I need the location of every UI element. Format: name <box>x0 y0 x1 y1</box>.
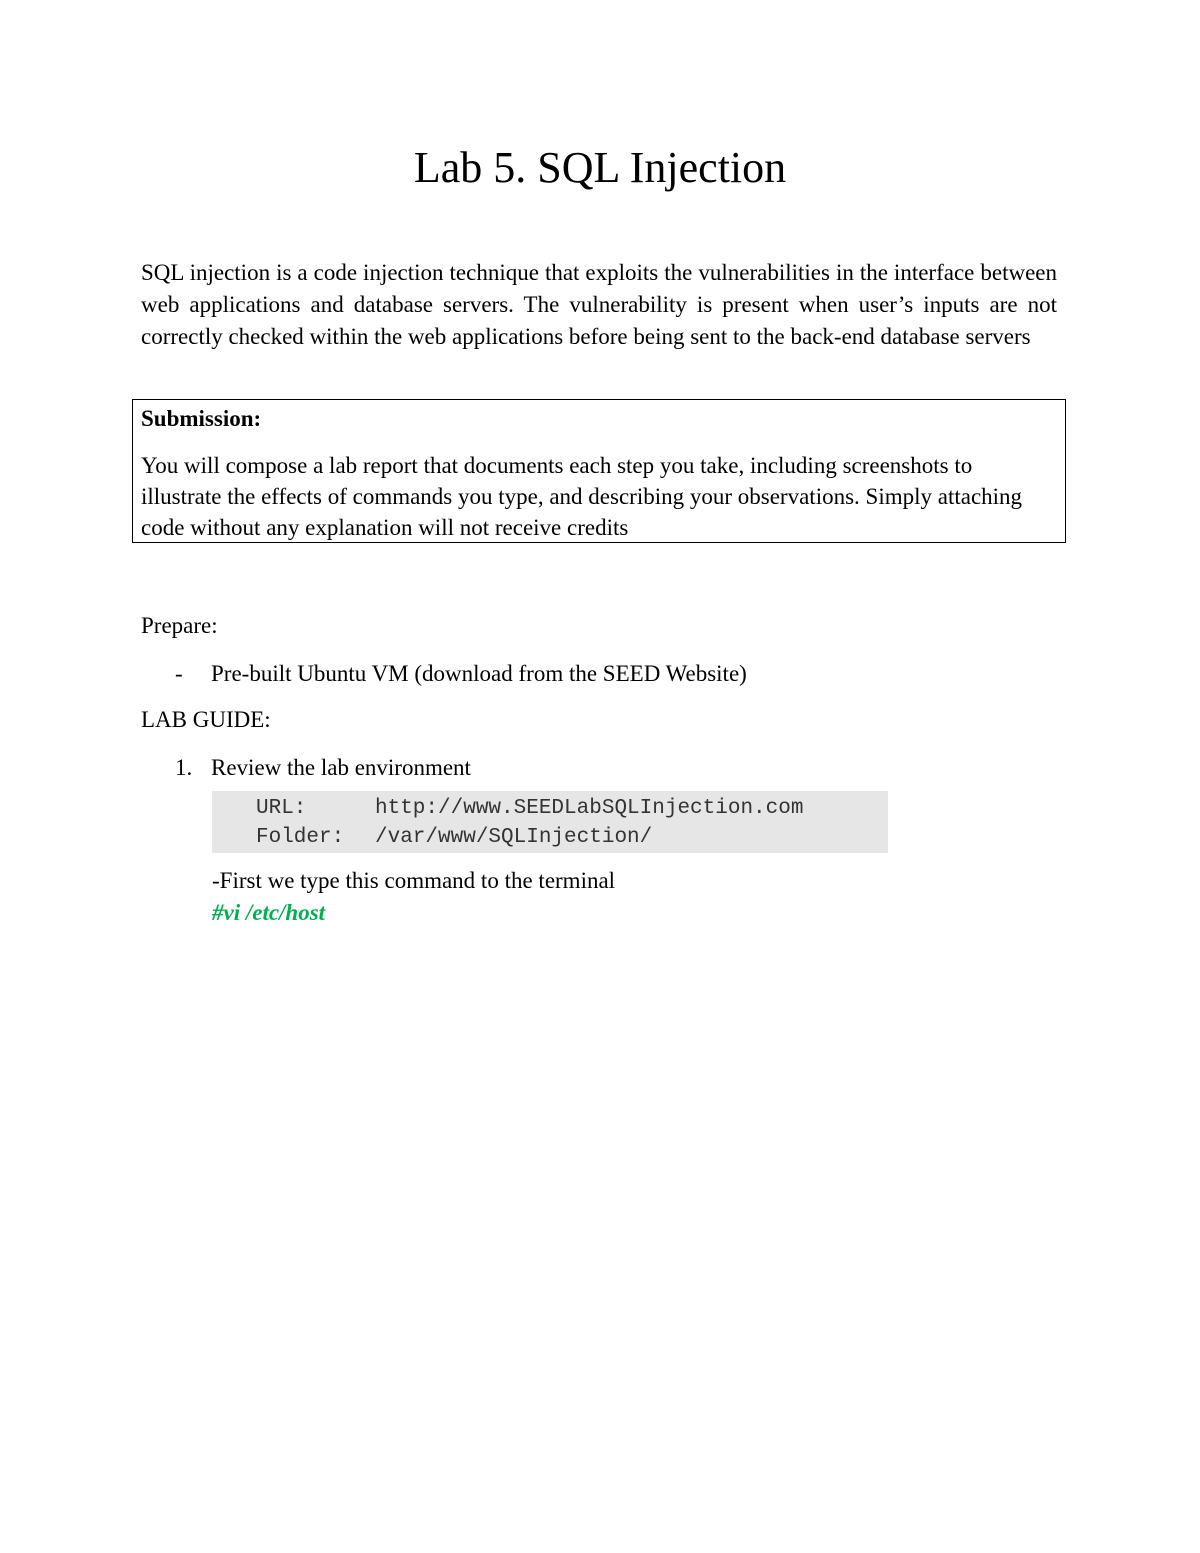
code-key-folder: Folder: <box>256 826 345 849</box>
code-line-url <box>256 794 888 823</box>
document-title: Lab 5. SQL Injection <box>413 143 787 192</box>
step-text: Review the lab environment <box>211 755 471 780</box>
step-number: 1. <box>175 755 193 780</box>
intro-paragraph: SQL injection is a code injection technique that exploits the vulnerabilities in the interface between web applications and database servers. The vulnerability is present when user’s inputs are not correctly checked within the web applications before being sent to the back-end database servers <box>141 260 1057 349</box>
submission-text: You will compose a lab report that documents each step you take, including screenshots to illustrate the effects of commands you type, and describing your observations. Simply attaching code without any explanation will not receive credits <box>141 453 1023 540</box>
code-value-folder: /var/www/SQLInjection/ <box>375 826 653 849</box>
terminal-command: #vi /etc/host <box>212 900 326 925</box>
prepare-item-text: Pre-built Ubuntu VM (download from the SEED Website) <box>211 661 747 686</box>
code-value-url: http://www.SEEDLabSQLInjection.com <box>375 797 804 820</box>
step-list-item <box>175 753 471 783</box>
code-key-url: URL: <box>256 797 307 820</box>
code-line-folder <box>256 823 888 852</box>
code-block <box>212 791 888 853</box>
lab-guide-label: LAB GUIDE: <box>141 707 271 732</box>
list-bullet: - <box>175 661 183 686</box>
prepare-list-item <box>175 659 747 689</box>
submission-box <box>132 399 1066 543</box>
prepare-label: Prepare: <box>141 613 218 638</box>
submission-heading: Submission: <box>141 406 262 431</box>
step-note: -First we type this command to the terminal <box>212 868 616 893</box>
